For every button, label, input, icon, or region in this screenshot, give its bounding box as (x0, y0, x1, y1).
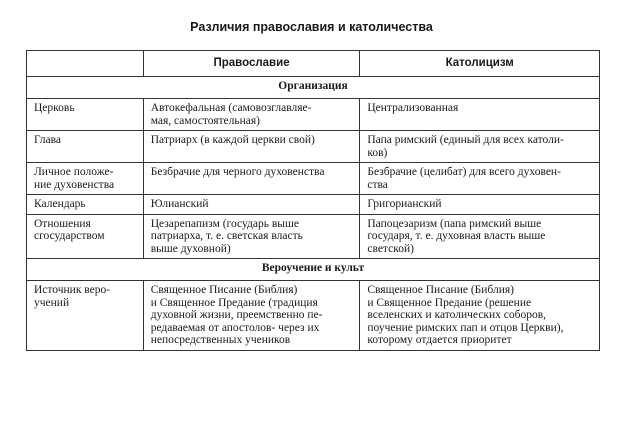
row-label-cell-line: Церковь (34, 102, 75, 114)
row-label-cell-line: Глава (34, 134, 62, 146)
row-label-cell (27, 99, 144, 131)
catholic-cell-line: которому отдается приоритет (367, 334, 512, 346)
orthodox-cell-line: мая, самостоятельная) (150, 114, 261, 127)
table-row (27, 131, 600, 163)
header-orthodoxy: Православие (143, 51, 360, 77)
row-label-cell (27, 131, 144, 163)
orthodox-cell (143, 131, 360, 163)
section-row (27, 77, 600, 99)
catholic-cell-line: вселенских и католических соборов, (367, 309, 547, 321)
catholic-cell (360, 281, 600, 351)
section-heading: Организация (27, 77, 600, 99)
orthodox-cell-line: духовной жизни, преемственно пе- (150, 309, 323, 321)
header-catholicism: Католицизм (360, 51, 600, 77)
table-header-row (27, 51, 600, 77)
orthodox-cell-line: непосредственных учеников (150, 334, 291, 346)
row-label-cell-line: Личное положе- (34, 166, 114, 178)
orthodox-cell-line: редаваемая от апостолов- через их (150, 321, 320, 334)
orthodox-cell-line: Цезарепапизм (государь выше (150, 217, 299, 230)
table-row (27, 214, 600, 259)
orthodox-cell (143, 163, 360, 195)
table-row (27, 99, 600, 131)
catholic-cell-line: ства (367, 178, 388, 191)
catholic-cell-line: Безбрачие (целибат) для всего духовен- (367, 166, 561, 178)
row-label-cell-line: Отношения (34, 217, 91, 230)
row-label-cell-line: Календарь (34, 198, 86, 210)
catholic-cell-line: Григорианский (367, 198, 442, 210)
catholic-cell (360, 195, 600, 215)
orthodox-cell-line: патриарха, т. е. светская власть (150, 230, 303, 242)
table-row (27, 281, 600, 351)
table-row (27, 195, 600, 215)
catholic-cell (360, 163, 600, 195)
orthodox-cell-line: и Священное Предание (традиция (150, 296, 318, 309)
orthodox-cell-line: Патриарх (в каждой церкви свой) (150, 134, 315, 146)
catholic-cell-line: ков) (367, 146, 388, 159)
row-label-cell (27, 163, 144, 195)
orthodox-cell-line: выше духовной) (150, 242, 231, 255)
header-empty-cell (27, 51, 144, 77)
table-row (27, 163, 600, 195)
catholic-cell-line: светской) (367, 242, 414, 255)
catholic-cell (360, 214, 600, 259)
row-label-cell-line: ние духовенства (34, 178, 115, 191)
orthodox-cell-line: Юлианский (150, 198, 209, 210)
row-label-cell-line: учений (34, 296, 70, 309)
comparison-table (26, 50, 600, 351)
catholic-cell-line: Папа римский (единый для всех католи- (367, 134, 564, 146)
row-label-cell (27, 281, 144, 351)
row-label-cell (27, 195, 144, 215)
catholic-cell-line: Централизованная (367, 102, 459, 114)
orthodox-cell-line: Безбрачие для черного духовенства (150, 166, 325, 178)
catholic-cell-line: государя, т. е. духовная власть выше (367, 230, 546, 242)
orthodox-cell (143, 214, 360, 259)
row-label-cell-line: сгосударством (34, 230, 105, 242)
catholic-cell (360, 99, 600, 131)
catholic-cell-line: поучение римских пап и отцов Церкви), (367, 321, 564, 334)
section-heading: Вероучение и культ (27, 259, 600, 281)
section-row (27, 259, 600, 281)
catholic-cell-line: Папоцезаризм (папа римский выше (367, 217, 542, 230)
orthodox-cell (143, 195, 360, 215)
orthodox-cell (143, 281, 360, 351)
catholic-cell (360, 131, 600, 163)
document-title: Различия православия и католичества (190, 20, 433, 34)
row-label-cell (27, 214, 144, 259)
orthodox-cell (143, 99, 360, 131)
catholic-cell-line: Священное Писание (Библия) (367, 284, 514, 296)
orthodox-cell-line: Священное Писание (Библия) (150, 284, 298, 296)
row-label-cell-line: Источник веро- (34, 284, 111, 296)
orthodox-cell-line: Автокефальная (самовозглавляе- (150, 102, 312, 114)
catholic-cell-line: и Священное Предание (решение (367, 296, 532, 309)
